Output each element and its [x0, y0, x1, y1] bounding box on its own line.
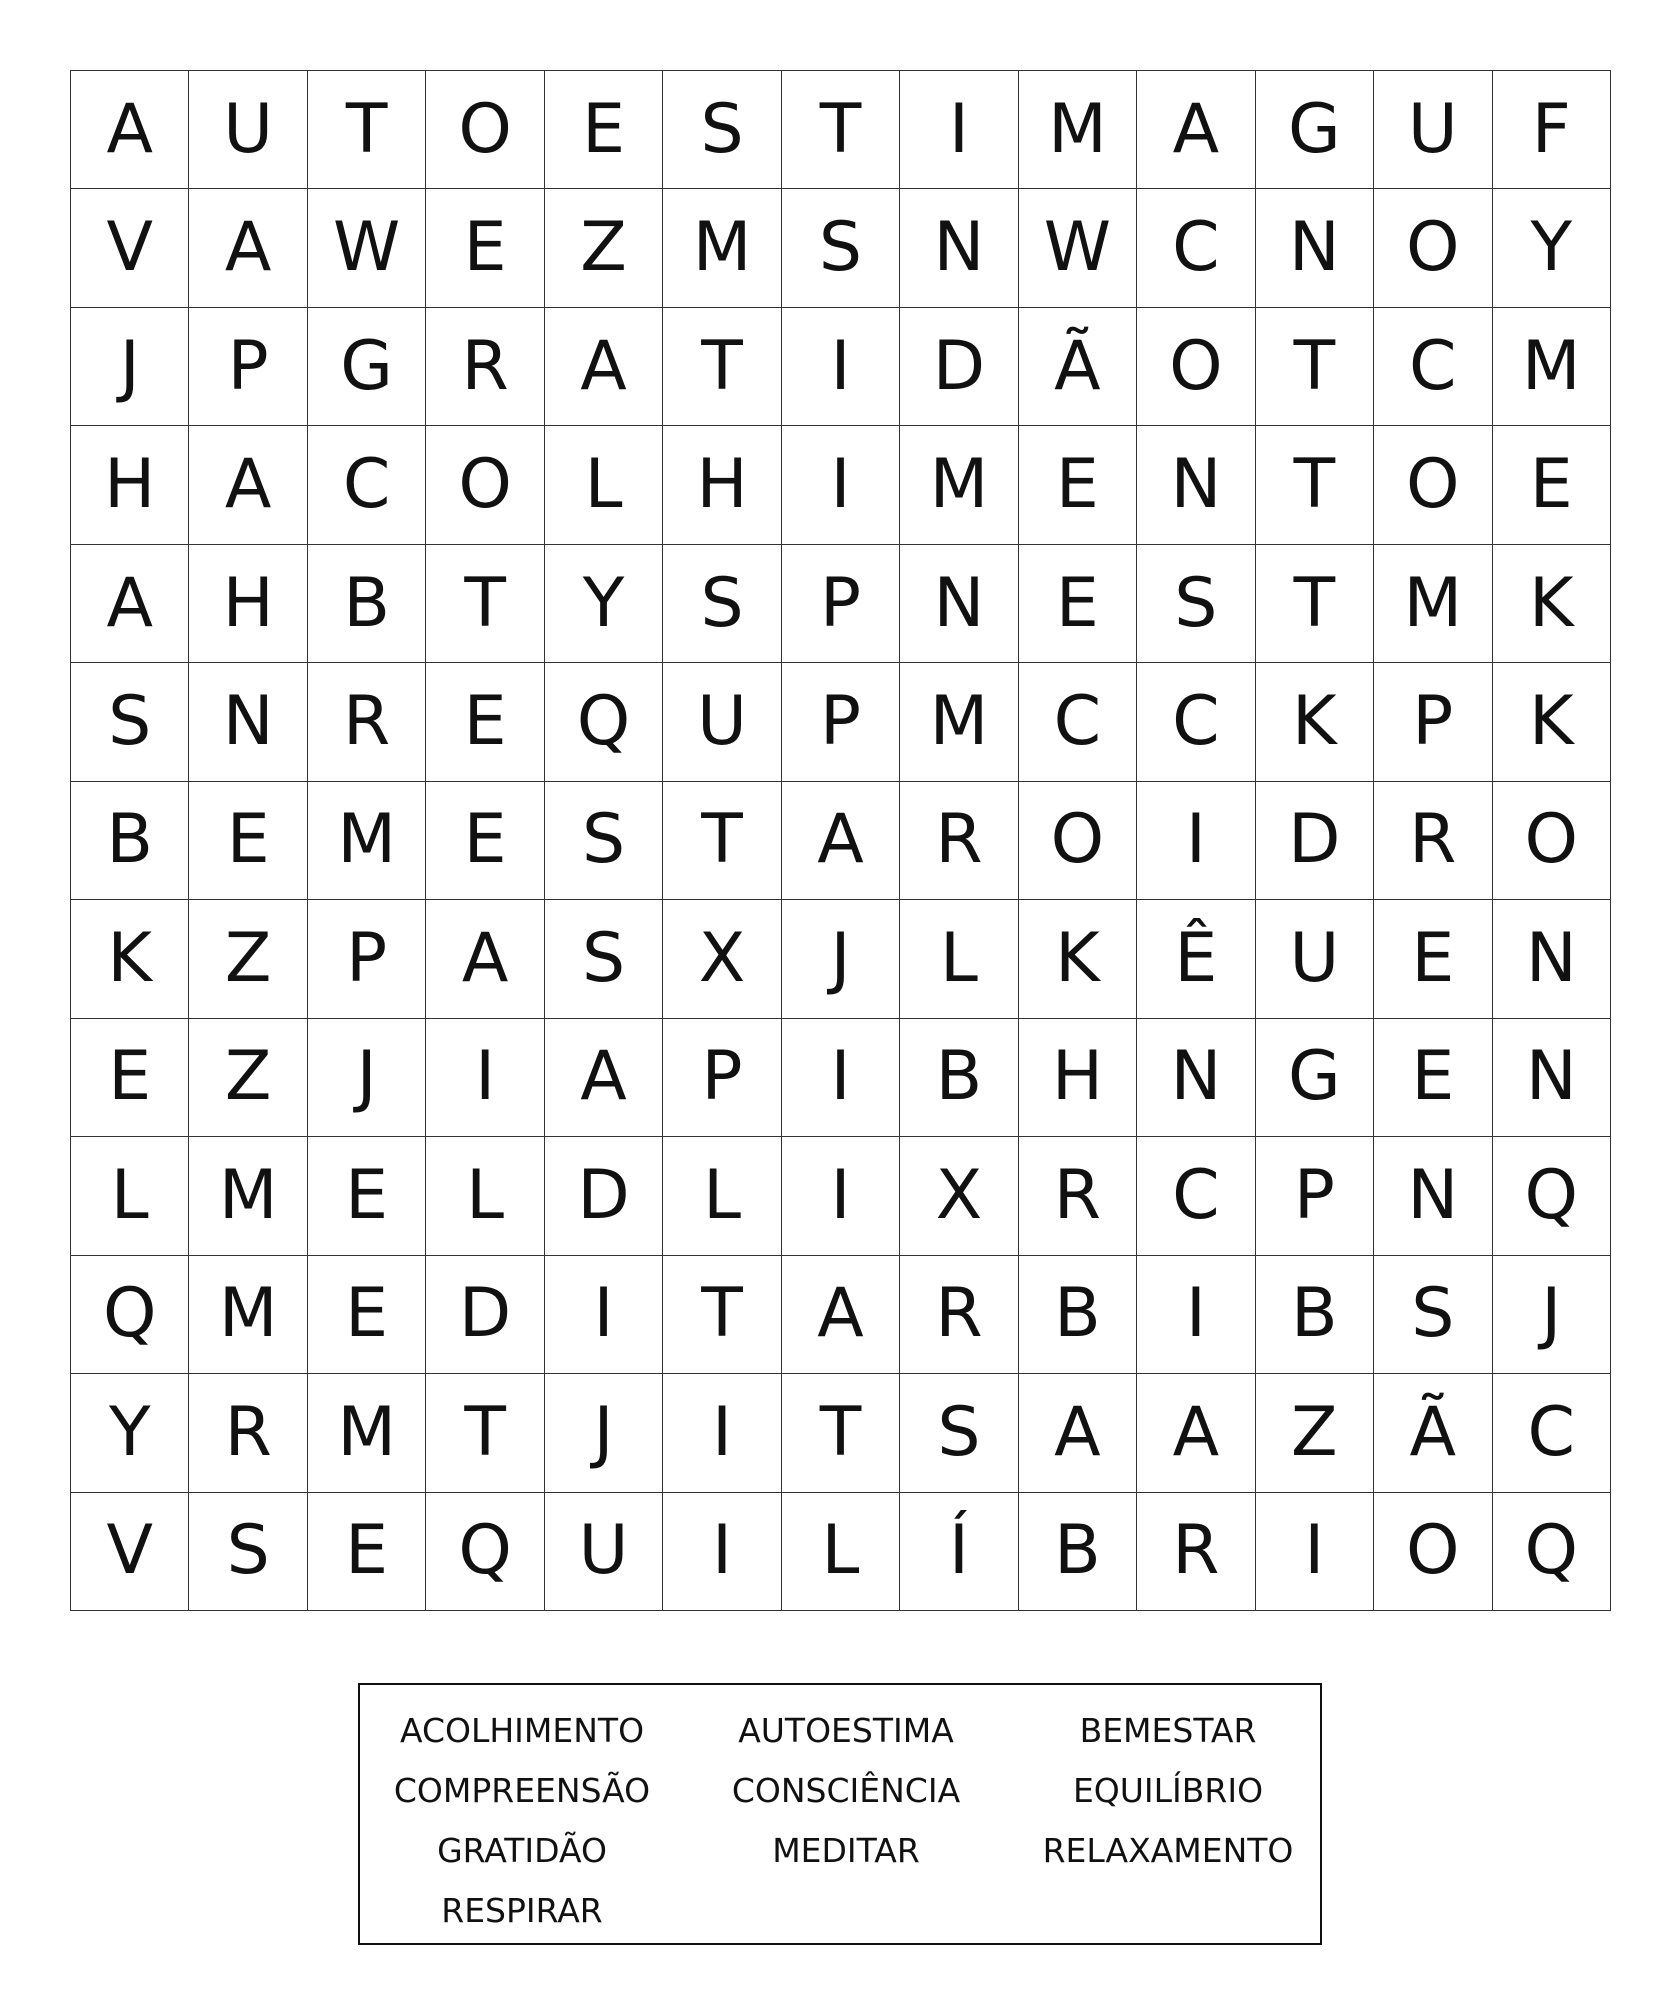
- grid-cell[interactable]: R: [189, 1374, 307, 1492]
- grid-cell[interactable]: L: [782, 1493, 900, 1611]
- grid-cell[interactable]: M: [189, 1256, 307, 1374]
- word-list-item: MEDITAR: [772, 1831, 920, 1870]
- grid-cell[interactable]: O: [1374, 426, 1492, 544]
- grid-cell[interactable]: M: [663, 189, 781, 307]
- grid-cell[interactable]: Ê: [1137, 900, 1255, 1018]
- word-list-item: BEMESTAR: [1079, 1711, 1257, 1750]
- grid-cell[interactable]: E: [71, 1019, 189, 1137]
- grid-cell[interactable]: A: [1137, 71, 1255, 189]
- grid-cell[interactable]: P: [782, 545, 900, 663]
- grid-cell[interactable]: V: [71, 1493, 189, 1611]
- grid-cell[interactable]: O: [1137, 308, 1255, 426]
- grid-cell[interactable]: I: [782, 308, 900, 426]
- grid-cell[interactable]: O: [426, 426, 544, 544]
- grid-cell[interactable]: I: [900, 71, 1018, 189]
- grid-cell[interactable]: F: [1493, 71, 1611, 189]
- grid-cell[interactable]: O: [1019, 782, 1137, 900]
- grid-cell[interactable]: P: [1256, 1137, 1374, 1255]
- grid-cell[interactable]: E: [1374, 900, 1492, 1018]
- grid-cell[interactable]: C: [1374, 308, 1492, 426]
- grid-cell[interactable]: S: [782, 189, 900, 307]
- grid-cell[interactable]: B: [1256, 1256, 1374, 1374]
- grid-cell[interactable]: N: [1374, 1137, 1492, 1255]
- grid-cell[interactable]: C: [1137, 189, 1255, 307]
- word-search-grid: [70, 70, 1611, 1611]
- word-list-item: RELAXAMENTO: [1042, 1831, 1294, 1870]
- grid-cell[interactable]: L: [900, 900, 1018, 1018]
- grid-cell[interactable]: O: [426, 71, 544, 189]
- grid-cell[interactable]: T: [782, 1374, 900, 1492]
- grid-cell[interactable]: K: [71, 900, 189, 1018]
- grid-cell[interactable]: T: [426, 1374, 544, 1492]
- grid-cell[interactable]: U: [1374, 71, 1492, 189]
- grid-cell[interactable]: C: [1493, 1374, 1611, 1492]
- grid-cell[interactable]: B: [1019, 1256, 1137, 1374]
- grid-cell[interactable]: S: [545, 900, 663, 1018]
- grid-cell[interactable]: B: [308, 545, 426, 663]
- grid-cell[interactable]: E: [308, 1256, 426, 1374]
- word-list: [358, 1683, 1322, 1945]
- grid-cell[interactable]: E: [1374, 1019, 1492, 1137]
- grid-cell[interactable]: P: [782, 663, 900, 781]
- grid-cell[interactable]: E: [426, 782, 544, 900]
- grid-cell[interactable]: R: [1137, 1493, 1255, 1611]
- grid-cell[interactable]: P: [189, 308, 307, 426]
- grid-cell[interactable]: J: [1493, 1256, 1611, 1374]
- grid-cell[interactable]: Q: [1493, 1493, 1611, 1611]
- word-list-item: CONSCIÊNCIA: [731, 1771, 961, 1810]
- grid-cell[interactable]: S: [1374, 1256, 1492, 1374]
- word-list-item: AUTOESTIMA: [738, 1711, 954, 1750]
- grid-cell[interactable]: E: [308, 1137, 426, 1255]
- grid-cell[interactable]: I: [782, 1019, 900, 1137]
- word-list-item: ACOLHIMENTO: [399, 1711, 645, 1750]
- grid-cell[interactable]: Ã: [1374, 1374, 1492, 1492]
- grid-cell[interactable]: D: [900, 308, 1018, 426]
- grid-cell[interactable]: G: [1256, 1019, 1374, 1137]
- grid-cell[interactable]: M: [1493, 308, 1611, 426]
- word-list-item: GRATIDÃO: [437, 1831, 607, 1870]
- grid-cell[interactable]: G: [308, 308, 426, 426]
- grid-cell[interactable]: E: [1493, 426, 1611, 544]
- grid-cell[interactable]: J: [545, 1374, 663, 1492]
- grid-cell[interactable]: C: [1137, 663, 1255, 781]
- grid-cell[interactable]: I: [545, 1256, 663, 1374]
- grid-cell[interactable]: M: [1374, 545, 1492, 663]
- grid-cell[interactable]: T: [1256, 545, 1374, 663]
- grid-cell[interactable]: S: [545, 782, 663, 900]
- grid-cell[interactable]: B: [900, 1019, 1018, 1137]
- grid-cell[interactable]: N: [1137, 1019, 1255, 1137]
- grid-cell[interactable]: A: [545, 1019, 663, 1137]
- grid-cell[interactable]: Í: [900, 1493, 1018, 1611]
- grid-cell[interactable]: I: [782, 426, 900, 544]
- grid-cell[interactable]: U: [189, 71, 307, 189]
- grid-cell[interactable]: I: [426, 1019, 544, 1137]
- grid-cell[interactable]: I: [1137, 1256, 1255, 1374]
- grid-cell[interactable]: R: [308, 663, 426, 781]
- word-list-item: RESPIRAR: [441, 1891, 603, 1930]
- grid-cell[interactable]: K: [1019, 900, 1137, 1018]
- grid-cell[interactable]: A: [71, 545, 189, 663]
- grid-cell[interactable]: C: [308, 426, 426, 544]
- grid-cell[interactable]: T: [663, 782, 781, 900]
- grid-cell[interactable]: J: [308, 1019, 426, 1137]
- grid-cell[interactable]: T: [1256, 426, 1374, 544]
- grid-cell[interactable]: A: [71, 71, 189, 189]
- grid-cell[interactable]: Z: [189, 900, 307, 1018]
- grid-cell[interactable]: N: [189, 663, 307, 781]
- grid-cell[interactable]: S: [189, 1493, 307, 1611]
- grid-cell[interactable]: W: [1019, 189, 1137, 307]
- grid-cell[interactable]: G: [1256, 71, 1374, 189]
- grid-cell[interactable]: I: [663, 1374, 781, 1492]
- grid-cell[interactable]: I: [1256, 1493, 1374, 1611]
- grid-cell[interactable]: Z: [545, 189, 663, 307]
- grid-cell[interactable]: M: [308, 1374, 426, 1492]
- grid-cell[interactable]: S: [663, 545, 781, 663]
- grid-cell[interactable]: O: [1374, 189, 1492, 307]
- grid-cell[interactable]: S: [71, 663, 189, 781]
- grid-cell[interactable]: N: [1493, 1019, 1611, 1137]
- grid-cell[interactable]: E: [426, 189, 544, 307]
- grid-cell[interactable]: Y: [545, 545, 663, 663]
- grid-cell[interactable]: Y: [1493, 189, 1611, 307]
- grid-cell[interactable]: O: [1493, 782, 1611, 900]
- grid-cell[interactable]: R: [426, 308, 544, 426]
- grid-cell[interactable]: U: [1256, 900, 1374, 1018]
- grid-cell[interactable]: A: [426, 900, 544, 1018]
- grid-cell[interactable]: E: [545, 71, 663, 189]
- grid-cell[interactable]: A: [189, 189, 307, 307]
- grid-cell[interactable]: U: [663, 663, 781, 781]
- grid-cell[interactable]: B: [71, 782, 189, 900]
- grid-cell[interactable]: Q: [545, 663, 663, 781]
- grid-cell[interactable]: H: [663, 426, 781, 544]
- grid-cell[interactable]: U: [545, 1493, 663, 1611]
- grid-cell[interactable]: C: [1019, 663, 1137, 781]
- grid-cell[interactable]: R: [1019, 1137, 1137, 1255]
- grid-cell[interactable]: M: [189, 1137, 307, 1255]
- grid-cell[interactable]: W: [308, 189, 426, 307]
- grid-cell[interactable]: X: [663, 900, 781, 1018]
- grid-cell[interactable]: X: [900, 1137, 1018, 1255]
- grid-cell[interactable]: E: [189, 782, 307, 900]
- grid-cell[interactable]: E: [1019, 426, 1137, 544]
- grid-cell[interactable]: J: [71, 308, 189, 426]
- grid-cell[interactable]: A: [1019, 1374, 1137, 1492]
- grid-cell[interactable]: I: [782, 1137, 900, 1255]
- grid-cell[interactable]: Q: [71, 1256, 189, 1374]
- grid-cell[interactable]: A: [782, 782, 900, 900]
- grid-cell[interactable]: K: [1493, 545, 1611, 663]
- grid-cell[interactable]: M: [900, 426, 1018, 544]
- grid-cell[interactable]: D: [1256, 782, 1374, 900]
- word-list-item: EQUILÍBRIO: [1072, 1771, 1264, 1810]
- grid-cell[interactable]: N: [1256, 189, 1374, 307]
- grid-cell[interactable]: N: [1493, 900, 1611, 1018]
- grid-cell[interactable]: E: [426, 663, 544, 781]
- grid-cell[interactable]: R: [1374, 782, 1492, 900]
- grid-cell[interactable]: N: [900, 189, 1018, 307]
- grid-cell[interactable]: D: [426, 1256, 544, 1374]
- grid-cell[interactable]: R: [900, 1256, 1018, 1374]
- grid-cell[interactable]: L: [545, 426, 663, 544]
- grid-cell[interactable]: O: [1374, 1493, 1492, 1611]
- grid-cell[interactable]: A: [545, 308, 663, 426]
- grid-cell[interactable]: A: [782, 1256, 900, 1374]
- grid-cell[interactable]: T: [663, 308, 781, 426]
- grid-cell[interactable]: P: [663, 1019, 781, 1137]
- grid-cell[interactable]: S: [663, 71, 781, 189]
- grid-cell[interactable]: L: [663, 1137, 781, 1255]
- grid-cell[interactable]: L: [71, 1137, 189, 1255]
- grid-cell[interactable]: E: [308, 1493, 426, 1611]
- grid-cell[interactable]: M: [1019, 71, 1137, 189]
- grid-cell[interactable]: T: [308, 71, 426, 189]
- grid-cell[interactable]: S: [1137, 545, 1255, 663]
- grid-cell[interactable]: Z: [189, 1019, 307, 1137]
- grid-cell[interactable]: T: [1256, 308, 1374, 426]
- grid-cell[interactable]: Q: [426, 1493, 544, 1611]
- grid-cell[interactable]: R: [900, 782, 1018, 900]
- grid-cell[interactable]: T: [782, 71, 900, 189]
- grid-cell[interactable]: S: [900, 1374, 1018, 1492]
- grid-cell[interactable]: J: [782, 900, 900, 1018]
- grid-cell[interactable]: N: [900, 545, 1018, 663]
- grid-cell[interactable]: I: [1137, 782, 1255, 900]
- grid-cell[interactable]: L: [426, 1137, 544, 1255]
- grid-cell[interactable]: Y: [71, 1374, 189, 1492]
- grid-cell[interactable]: H: [1019, 1019, 1137, 1137]
- grid-cell[interactable]: B: [1019, 1493, 1137, 1611]
- word-list-item: COMPREENSÃO: [393, 1771, 651, 1810]
- grid-cell[interactable]: E: [1019, 545, 1137, 663]
- grid-cell[interactable]: V: [71, 189, 189, 307]
- grid-cell[interactable]: K: [1493, 663, 1611, 781]
- grid-cell[interactable]: P: [308, 900, 426, 1018]
- grid-cell[interactable]: Z: [1256, 1374, 1374, 1492]
- grid-cell[interactable]: T: [426, 545, 544, 663]
- grid-cell[interactable]: D: [545, 1137, 663, 1255]
- grid-cell[interactable]: A: [1137, 1374, 1255, 1492]
- grid-cell[interactable]: N: [1137, 426, 1255, 544]
- grid-cell[interactable]: A: [189, 426, 307, 544]
- grid-cell[interactable]: K: [1256, 663, 1374, 781]
- grid-cell[interactable]: Ã: [1019, 308, 1137, 426]
- grid-cell[interactable]: M: [900, 663, 1018, 781]
- grid-cell[interactable]: I: [663, 1493, 781, 1611]
- grid-cell[interactable]: T: [663, 1256, 781, 1374]
- grid-cell[interactable]: M: [308, 782, 426, 900]
- grid-cell[interactable]: P: [1374, 663, 1492, 781]
- grid-cell[interactable]: C: [1137, 1137, 1255, 1255]
- grid-cell[interactable]: H: [71, 426, 189, 544]
- grid-cell[interactable]: Q: [1493, 1137, 1611, 1255]
- grid-cell[interactable]: H: [189, 545, 307, 663]
